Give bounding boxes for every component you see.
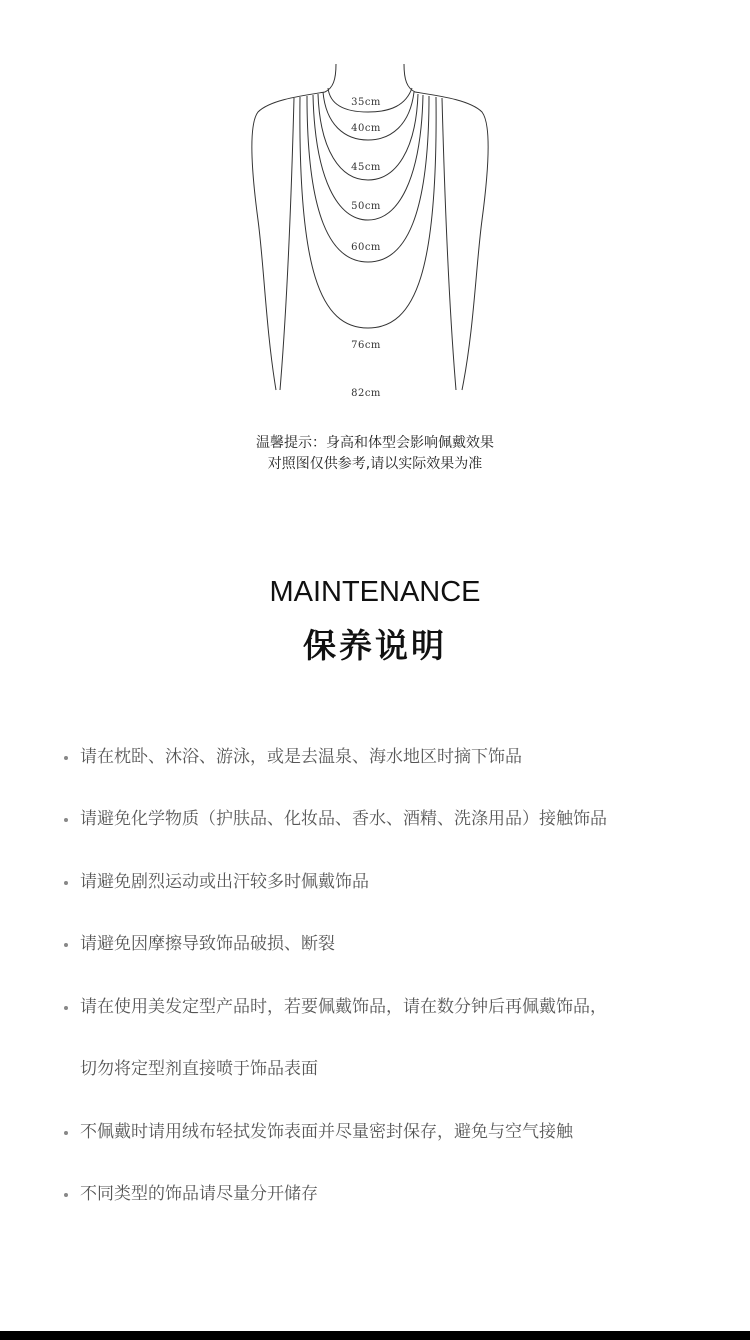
- list-item: 不同类型的饰品请尽量分开储存: [80, 1184, 318, 1204]
- torso-outline-right: [415, 92, 488, 390]
- bullet-icon: [64, 1193, 68, 1197]
- list-item: 请避免化学物质（护肤品、化妆品、香水、酒精、洗涤用品）接触饰品: [80, 809, 607, 829]
- torso-outline-left: [252, 92, 325, 390]
- bullet-icon: [64, 943, 68, 947]
- bottom-bar: [0, 1331, 750, 1340]
- chain-82cm-right: [442, 98, 456, 390]
- tips-line-2: 对照图仅供参考,请以实际效果为准: [267, 456, 483, 472]
- length-label-40: 40cm: [351, 123, 381, 134]
- bullet-icon: [64, 756, 68, 760]
- length-label-35: 35cm: [351, 97, 381, 108]
- length-label-45: 45cm: [351, 162, 381, 173]
- neck-outline-right: [404, 64, 415, 92]
- length-label-60: 60cm: [351, 242, 381, 253]
- bullet-icon: [64, 881, 68, 885]
- list-item-continuation: 切勿将定型剂直接喷于饰品表面: [80, 1059, 318, 1079]
- fit-tips: [0, 433, 750, 475]
- maintenance-title-cn: 保养说明: [303, 626, 447, 665]
- list-item: 不佩戴时请用绒布轻拭发饰表面并尽量密封保存，避免与空气接触: [80, 1122, 573, 1142]
- chain-82cm-left: [280, 98, 294, 390]
- length-label-50: 50cm: [351, 201, 381, 212]
- length-label-82: 82cm: [351, 388, 381, 399]
- length-label-76: 76cm: [351, 340, 381, 351]
- necklace-length-diagram: [0, 0, 750, 420]
- list-item: 请在枕卧、沐浴、游泳，或是去温泉、海水地区时摘下饰品: [80, 747, 522, 767]
- list-item: 请在使用美发定型产品时，若要佩戴饰品，请在数分钟后再佩戴饰品，: [80, 997, 607, 1017]
- maintenance-title-en: MAINTENANCE: [269, 576, 481, 608]
- tips-line-1: 温馨提示：身高和体型会影响佩戴效果: [256, 435, 494, 451]
- bullet-icon: [64, 818, 68, 822]
- bullet-icon: [64, 1131, 68, 1135]
- bullet-icon: [64, 1006, 68, 1010]
- list-item: 请避免剧烈运动或出汗较多时佩戴饰品: [80, 872, 369, 892]
- neck-outline-left: [325, 64, 336, 92]
- list-item: 请避免因摩擦导致饰品破损、断裂: [80, 934, 335, 954]
